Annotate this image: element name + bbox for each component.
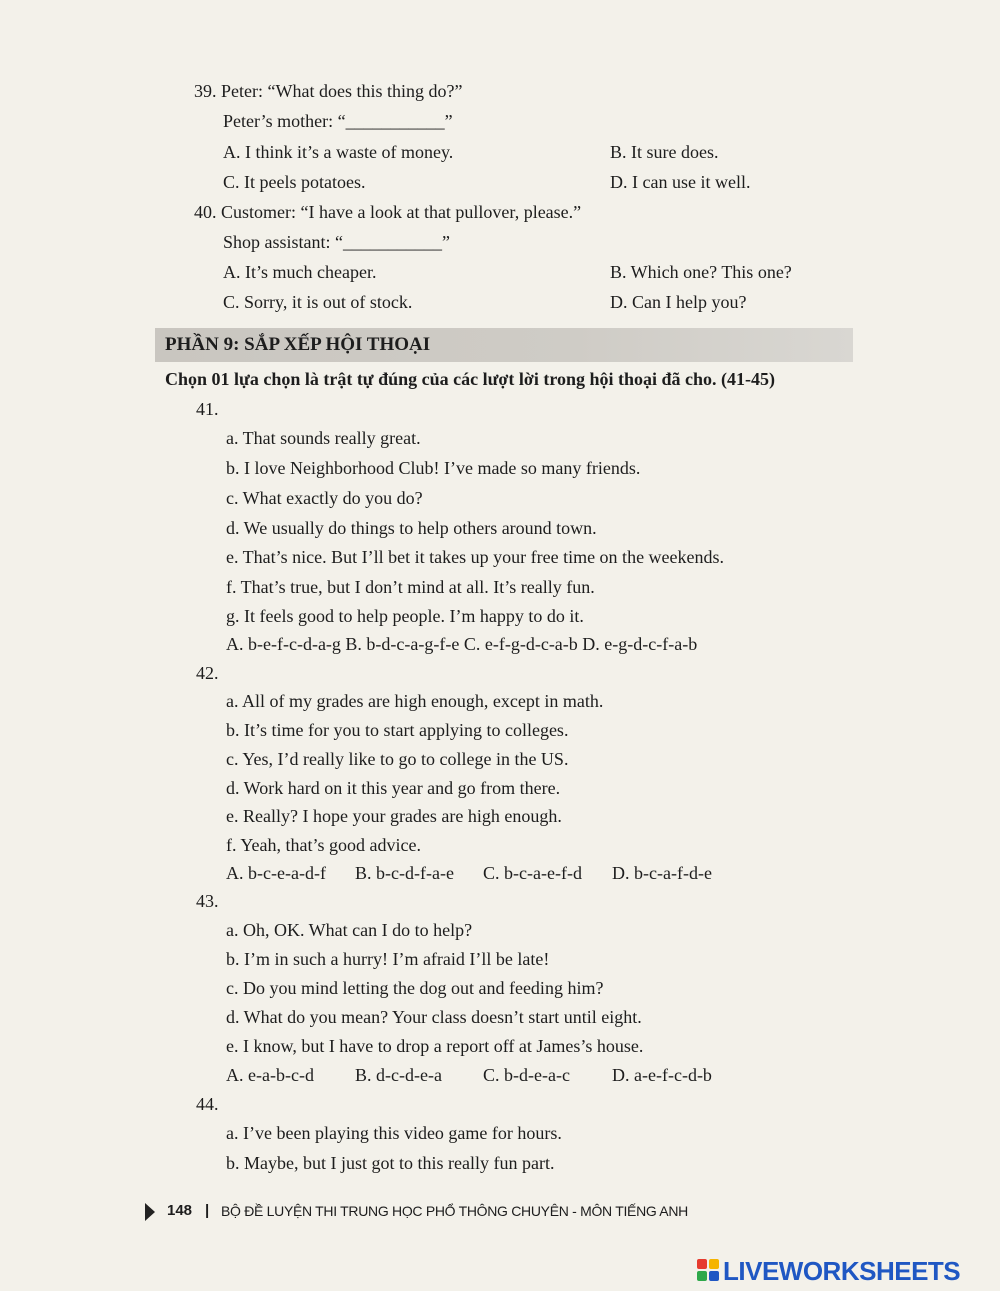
q42-option-c: C. b-c-a-e-f-d (483, 863, 582, 883)
q43-line-c: c. Do you mind letting the dog out and feeding him? (226, 978, 604, 998)
q41-line-d: d. We usually do things to help others around town. (226, 518, 597, 538)
footer-page-number: 148 (167, 1202, 193, 1219)
q41-line-c: c. What exactly do you do? (226, 488, 423, 508)
q44-number: 44. (196, 1094, 219, 1114)
q44-line-a: a. I’ve been playing this video game for hours. (226, 1123, 562, 1143)
q42-line-e: e. Really? I hope your grades are high enough. (226, 806, 562, 826)
q40-prompt: 40. Customer: “I have a look at that pullover, please.” (194, 202, 582, 222)
q40-option-c: C. Sorry, it is out of stock. (223, 292, 413, 312)
q43-option-a: A. e-a-b-c-d (226, 1065, 314, 1085)
q39-option-d: D. I can use it well. (610, 172, 751, 192)
q39-option-a: A. I think it’s a waste of money. (223, 142, 454, 162)
q41-number: 41. (196, 399, 219, 419)
q42-number: 42. (196, 663, 219, 683)
q39-prompt: 39. Peter: “What does this thing do?” (194, 81, 463, 101)
q41-options: A. b-e-f-c-d-a-g B. b-d-c-a-g-f-e C. e-f-g-d-c-a-b D. e-g-d-c-f-a-b (226, 634, 698, 654)
q39-option-b: B. It sure does. (610, 142, 719, 162)
q43-option-b: B. d-c-d-e-a (355, 1065, 442, 1085)
q42-option-b: B. b-c-d-f-a-e (355, 863, 454, 883)
q40-option-b: B. Which one? This one? (610, 262, 792, 282)
footer-separator: | (205, 1202, 210, 1219)
section-instruction: Chọn 01 lựa chọn là trật tự đúng của các lượt lời trong hội thoại đã cho. (41-45) (165, 369, 776, 389)
footer-arrow-icon (145, 1203, 155, 1221)
footer-book-title: BỘ ĐỀ LUYỆN THI TRUNG HỌC PHỔ THÔNG CHUYÊN - MÔN TIẾNG ANH (221, 1203, 688, 1219)
q40-option-a: A. It’s much cheaper. (223, 262, 377, 282)
q42-line-a: a. All of my grades are high enough, except in math. (226, 691, 604, 711)
q41-line-a: a. That sounds really great. (226, 428, 421, 448)
liveworksheets-logo-icon (697, 1259, 719, 1281)
q39-reply: Peter’s mother: “___________” (223, 111, 453, 131)
liveworksheets-logo-text: LIVEWORKSHEETS (723, 1256, 961, 1286)
q41-line-b: b. I love Neighborhood Club! I’ve made so many friends. (226, 458, 641, 478)
q42-line-d: d. Work hard on it this year and go from there. (226, 778, 561, 798)
q43-line-b: b. I’m in such a hurry! I’m afraid I’ll be late! (226, 949, 550, 969)
section-title: PHẦN 9: SẮP XẾP HỘI THOẠI (165, 334, 431, 355)
q40-reply: Shop assistant: “___________” (223, 232, 450, 252)
q43-line-e: e. I know, but I have to drop a report off at James’s house. (226, 1036, 644, 1056)
q41-line-g: g. It feels good to help people. I’m happy to do it. (226, 606, 584, 626)
page-footer (145, 1200, 725, 1226)
q43-number: 43. (196, 891, 219, 911)
q42-option-d: D. b-c-a-f-d-e (612, 863, 712, 883)
q39-option-c: C. It peels potatoes. (223, 172, 366, 192)
q44-line-b: b. Maybe, but I just got to this really fun part. (226, 1153, 555, 1173)
q42-line-f: f. Yeah, that’s good advice. (226, 835, 421, 855)
q43-line-d: d. What do you mean? Your class doesn’t start until eight. (226, 1007, 642, 1027)
q41-line-f: f. That’s true, but I don’t mind at all. It’s really fun. (226, 577, 595, 597)
q41-line-e: e. That’s nice. But I’ll bet it takes up your free time on the weekends. (226, 547, 725, 567)
q42-line-b: b. It’s time for you to start applying to colleges. (226, 720, 569, 740)
q43-option-d: D. a-e-f-c-d-b (612, 1065, 712, 1085)
q43-line-a: a. Oh, OK. What can I do to help? (226, 920, 473, 940)
q43-option-c: C. b-d-e-a-c (483, 1065, 570, 1085)
q42-option-a: A. b-c-e-a-d-f (226, 863, 326, 883)
q42-line-c: c. Yes, I’d really like to go to college in the US. (226, 749, 569, 769)
q40-option-d: D. Can I help you? (610, 292, 747, 312)
